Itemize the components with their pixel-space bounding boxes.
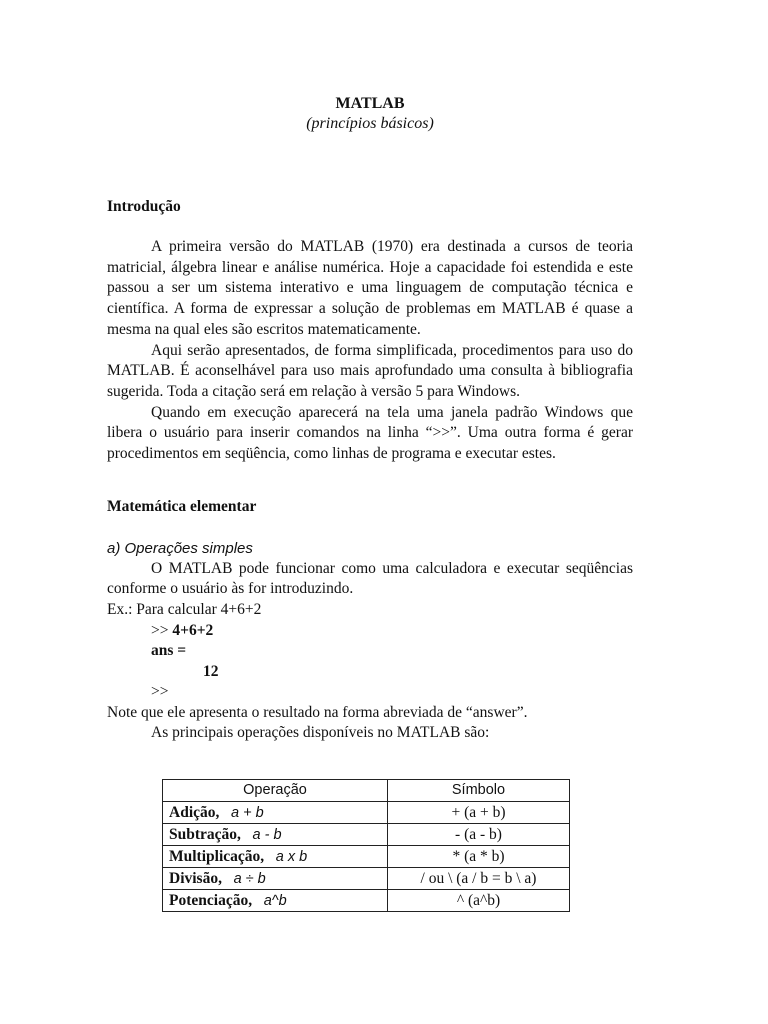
table-row [163, 846, 570, 868]
op-expression: a ÷ b [233, 870, 266, 887]
op-name: Potenciação, [169, 891, 253, 909]
command-line [107, 621, 633, 642]
op-name: Divisão, [169, 869, 222, 887]
table-header-row [163, 780, 570, 802]
op-expression: a^b [263, 892, 287, 909]
op-expression: a - b [252, 826, 282, 843]
op-symbol: / ou \ (a / b = b \ a) [388, 868, 570, 890]
op-expression: a x b [275, 848, 308, 865]
example-label: Ex.: Para calcular 4+6+2 [107, 601, 262, 619]
intro-heading: Introdução [107, 198, 181, 215]
op-cell [163, 824, 388, 846]
op-cell [163, 846, 388, 868]
header-operation: Operação [163, 780, 388, 802]
document-title: MATLAB [335, 95, 405, 112]
table-row [163, 890, 570, 912]
prompt-end: >> [151, 683, 169, 701]
math-paragraph-1: O MATLAB pode funcionar como uma calculadora e executar seqüências conforme o usuário às for introduzindo. [107, 559, 633, 598]
op-symbol: + (a + b) [388, 802, 570, 824]
op-cell [163, 802, 388, 824]
operations-table [162, 779, 570, 912]
op-name: Subtração, [169, 825, 241, 843]
op-symbol: ^ (a^b) [388, 890, 570, 912]
ans-result: 12 [203, 662, 219, 680]
op-symbol: - (a - b) [388, 824, 570, 846]
intro-paragraph-3: Quando em execução aparecerá na tela uma janela padrão Windows que libera o usuário para inserir comandos na linha “>>”. Uma outra forma é gerar procedimentos em seqüência, como linhas de programa e executar estes. [107, 403, 633, 463]
document-body [107, 94, 633, 744]
document-subtitle: (princípios básicos) [306, 115, 434, 132]
op-symbol: * (a * b) [388, 846, 570, 868]
ans-label: ans = [151, 642, 187, 660]
op-name: Adição, [169, 803, 220, 821]
command-text: 4+6+2 [172, 621, 214, 639]
answer-note: Note que ele apresenta o resultado na forma abreviada de “answer”. [107, 703, 528, 721]
prompt: >> [151, 621, 169, 639]
math-heading: Matemática elementar [107, 497, 257, 515]
op-name: Multiplicação, [169, 847, 265, 865]
op-expression: a + b [231, 804, 264, 821]
table-row [163, 802, 570, 824]
intro-paragraph-2: Aqui serão apresentados, de forma simplificada, procedimentos para uso do MATLAB. É aconselhável para uso mais aprofundado uma consulta à bibliografia sugerida. Toda a citação será em relação à versão 5 para Windows. [107, 341, 633, 400]
header-symbol: Símbolo [388, 780, 570, 802]
op-cell [163, 890, 388, 912]
table-row [163, 868, 570, 890]
op-cell [163, 868, 388, 890]
math-subheading: a) Operações simples [107, 539, 253, 557]
intro-paragraph-1: A primeira versão do MATLAB (1970) era destinada a cursos de teoria matricial, álgebra linear e análise numérica. Hoje a capacidade foi estendida e este passou a ser um sistema interativo e uma linguagem de computação técnica e científica. A forma de expressar a solução de problemas em MATLAB é quase a mesma na qual eles são escritos matematicamente. [107, 238, 633, 338]
table-intro: As principais operações disponíveis no MATLAB são: [151, 724, 490, 742]
table-row [163, 824, 570, 846]
